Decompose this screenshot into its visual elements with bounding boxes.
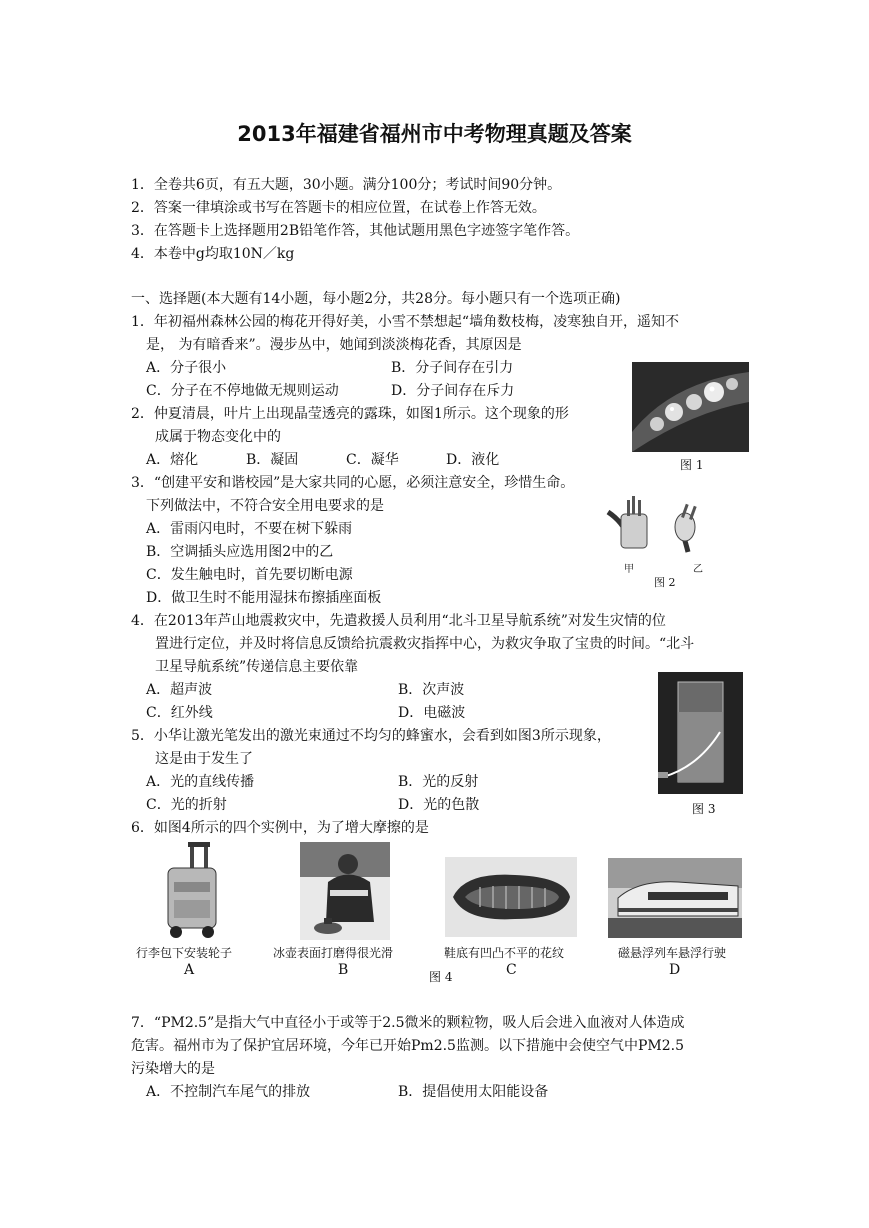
figure-4c-shoe-sole-photo [445, 857, 577, 937]
q5-option-b: B．光的反射 [398, 774, 479, 790]
q1-option-b: B．分子间存在引力 [391, 360, 514, 376]
q3-option-d: D．做卫生时不能用湿抹布擦插座面板 [146, 590, 382, 606]
instruction-2: 2．答案一律填涂或书写在答题卡的相应位置，在试卷上作答无效。 [131, 200, 546, 216]
figure-4d-label: 磁悬浮列车悬浮行驶 [618, 946, 727, 960]
q4-stem-line2: 置进行定位，并及时将信息反馈给抗震救灾指挥中心，为救灾争取了宝贵的时间。“北斗 [155, 636, 695, 652]
q2-option-c: C．凝华 [346, 452, 399, 468]
q5-stem-line2: 这是由于发生了 [155, 751, 253, 767]
q5-stem-line1: 5．小华让激光笔发出的激光束通过不均匀的蜂蜜水，会看到如图3所示现象， [131, 728, 611, 744]
q2-option-a: A．熔化 [146, 452, 199, 468]
figure-3-caption: 图 3 [692, 802, 716, 816]
figure-4a-luggage-photo [160, 842, 222, 940]
figure-1-caption: 图 1 [680, 458, 704, 472]
q5-option-a: A．光的直线传播 [146, 774, 255, 790]
q4-option-d: D．电磁波 [398, 705, 466, 721]
figure-2-plugs [603, 492, 723, 562]
figure-4a-letter: A [184, 962, 195, 978]
q1-option-a: A．分子很小 [146, 360, 227, 376]
figure-2-label-jia: 甲 [624, 564, 634, 575]
q2-stem-line1: 2．仲夏清晨，叶片上出现晶莹透亮的露珠，如图1所示。这个现象的形 [131, 406, 569, 422]
q4-option-a: A．超声波 [146, 682, 213, 698]
q3-option-a: A．雷雨闪电时，不要在树下躲雨 [146, 521, 353, 537]
q4-option-c: C．红外线 [146, 705, 213, 721]
q1-stem-line2: 是， 为有暗香来”。漫步丛中，她闻到淡淡梅花香，其原因是 [146, 337, 522, 353]
q4-stem-line3: 卫星导航系统”传递信息主要依靠 [155, 659, 359, 675]
q1-option-c: C．分子在不停地做无规则运动 [146, 383, 339, 399]
figure-4b-label: 冰壶表面打磨得很光滑 [273, 946, 394, 960]
page-title: 2013年福建省福州市中考物理真题及答案 [237, 122, 632, 146]
figure-3-laser-photo [658, 672, 743, 794]
figure-4c-letter: C [506, 962, 517, 978]
figure-4-caption: 图 4 [429, 970, 453, 984]
figure-2-label-yi: 乙 [693, 564, 703, 575]
figure-4d-letter: D [669, 962, 681, 978]
instruction-1: 1．全卷共6页，有五大题，30小题。满分100分；考试时间90分钟。 [131, 177, 562, 193]
q7-stem-line2: 危害。福州市为了保护宜居环境，今年已开始Pm2.5监测。以下措施中会使空气中PM2.5 [131, 1038, 684, 1054]
q1-option-d: D．分子间存在斥力 [391, 383, 515, 399]
q4-stem-line1: 4．在2013年芦山地震救灾中，先遣救援人员利用“北斗卫星导航系统”对发生灾情的位 [131, 613, 666, 629]
figure-4d-maglev-photo [608, 858, 742, 938]
q2-stem-line2: 成属于物态变化中的 [155, 429, 281, 445]
q3-stem-line2: 下列做法中，不符合安全用电要求的是 [146, 498, 384, 514]
q5-option-d: D．光的色散 [398, 797, 480, 813]
q3-stem-line1: 3．“创建平安和谐校园”是大家共同的心愿，必须注意安全，珍惜生命。 [131, 475, 575, 491]
q7-option-a: A．不控制汽车尾气的排放 [146, 1084, 311, 1100]
section-heading: 一、选择题(本大题有14小题，每小题2分，共28分。每小题只有一个选项正确) [131, 291, 621, 307]
figure-4b-curling-photo [300, 842, 390, 940]
q6-stem: 6．如图4所示的四个实例中，为了增大摩擦的是 [131, 820, 429, 836]
q3-option-c: C．发生触电时，首先要切断电源 [146, 567, 353, 583]
q5-option-c: C．光的折射 [146, 797, 227, 813]
figure-4a-label: 行李包下安装轮子 [136, 946, 233, 960]
figure-4b-letter: B [338, 962, 349, 978]
q1-stem-line1: 1．年初福州森林公园的梅花开得好美，小雪不禁想起“墙角数枝梅，凌寒独自开，遥知不 [131, 314, 680, 330]
figure-4c-label: 鞋底有凹凸不平的花纹 [444, 946, 565, 960]
figure-2-caption: 图 2 [654, 576, 676, 589]
q3-option-b: B．空调插头应选用图2中的乙 [146, 544, 334, 560]
figure-1-dew-photo [632, 362, 749, 452]
q2-option-d: D．液化 [446, 452, 500, 468]
q2-option-b: B．凝固 [246, 452, 299, 468]
q7-stem-line1: 7．“PM2.5”是指大气中直径小于或等于2.5微米的颗粒物，吸人后会进入血液对人体造成 [131, 1015, 685, 1031]
q4-option-b: B．次声波 [398, 682, 465, 698]
instruction-3: 3．在答题卡上选择题用2B铅笔作答，其他试题用黑色字迹签字笔作答。 [131, 223, 580, 239]
q7-stem-line3: 污染增大的是 [131, 1061, 215, 1077]
instruction-4: 4．本卷中g均取10N／kg [131, 246, 295, 262]
q7-option-b: B．提倡使用太阳能设备 [398, 1084, 549, 1100]
